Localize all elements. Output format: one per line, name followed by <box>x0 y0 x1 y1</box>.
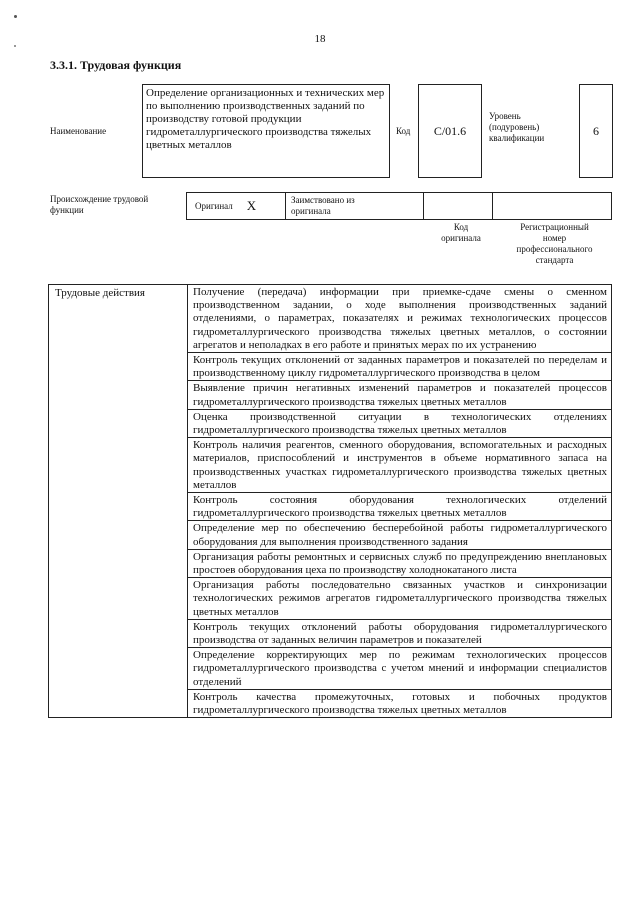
action-item: Контроль текущих отклонений от заданных параметров и показателей по переделам и производственному циклу гидрометаллургического производства в целом <box>188 353 612 381</box>
labor-actions-table <box>48 284 612 718</box>
function-name: Определение организационных и технических мер по выполнению производственных заданий по производству готовой продукции гидрометаллургического производства тяжелых цветных металлов <box>142 84 390 178</box>
code-label: Код <box>396 126 411 136</box>
origin-label: Происхождение трудовой функции <box>50 194 149 215</box>
action-item: Контроль качества промежуточных, готовых и побочных продуктов гидрометаллургического производства тяжелых цветных металлов <box>188 689 612 717</box>
action-item: Организация работы последовательно связанных участков и синхронизации технологических режимов агрегатов гидрометаллургического производства тяжелых цветных металлов <box>188 578 612 620</box>
original-mark: X <box>246 198 257 213</box>
action-item: Определение мер по обеспечению бесперебойной работы гидрометаллургического оборудования для выполнения производственного задания <box>188 521 612 549</box>
table-row <box>49 285 612 353</box>
reg-number-label: Регистрационный номер профессионального стандарта <box>516 222 593 265</box>
reg-number-cell <box>492 192 612 220</box>
page-number: 18 <box>314 33 326 45</box>
original-label: Оригинал <box>195 200 233 211</box>
scan-dot <box>14 45 16 47</box>
original-code-label: Код оригинала <box>441 222 481 243</box>
borrowed-cell <box>285 192 424 220</box>
action-item: Организация работы ремонтных и сервисных служб по предупреждению внеплановых простоев оборудования цеха по производству холоднокатаного листа <box>188 549 612 577</box>
action-item: Оценка производственной ситуации в технологических отделениях гидрометаллургического производства тяжелых цветных металлов <box>188 409 612 437</box>
action-item: Контроль текущих отклонений работы оборудования гидрометаллургического производства от заданных величин параметров и показателей <box>188 619 612 647</box>
origin-table <box>186 192 612 220</box>
original-cell <box>186 192 286 220</box>
borrowed-label: Заимствовано из оригинала <box>291 195 355 216</box>
original-code-cell <box>423 192 493 220</box>
level-label: Уровень (подуровень) квалификации <box>489 111 545 143</box>
action-item: Определение корректирующих мер по режимам технологических процессов гидрометаллургического производства с учетом мнений и информации специалистов отделений <box>188 648 612 690</box>
action-item: Выявление причин негативных изменений параметров и показателей процессов гидрометаллургического производства тяжелых цветных металлов <box>188 381 612 409</box>
category-cell: Трудовые действия <box>49 285 188 718</box>
action-item: Контроль наличия реагентов, сменного оборудования, вспомогательных и расходных материалов, приспособлений и инструментов в объеме нормативного запаса на производственных участках гидрометаллургического производства тяжелых цветных металлов <box>188 438 612 493</box>
function-code: C/01.6 <box>418 84 482 178</box>
qualification-level: 6 <box>579 84 613 178</box>
section-title: 3.3.1. Трудовая функция <box>50 58 182 72</box>
action-item: Получение (передача) информации при приемке-сдаче смены о сменном производственном задании, о ходе выполнения производственных заданий отделениями, о параметрах, показателях и режимах технологических процессов гидрометаллургического производства тяжелых цветных металлов, о состоянии агрегатов и неполадках в его работе и принятых мерах по их устранению <box>188 285 612 353</box>
name-label: Наименование <box>50 126 107 136</box>
scan-dot <box>14 15 17 18</box>
action-item: Контроль состояния оборудования технологических отделений гидрометаллургического производства тяжелых цветных металлов <box>188 493 612 521</box>
